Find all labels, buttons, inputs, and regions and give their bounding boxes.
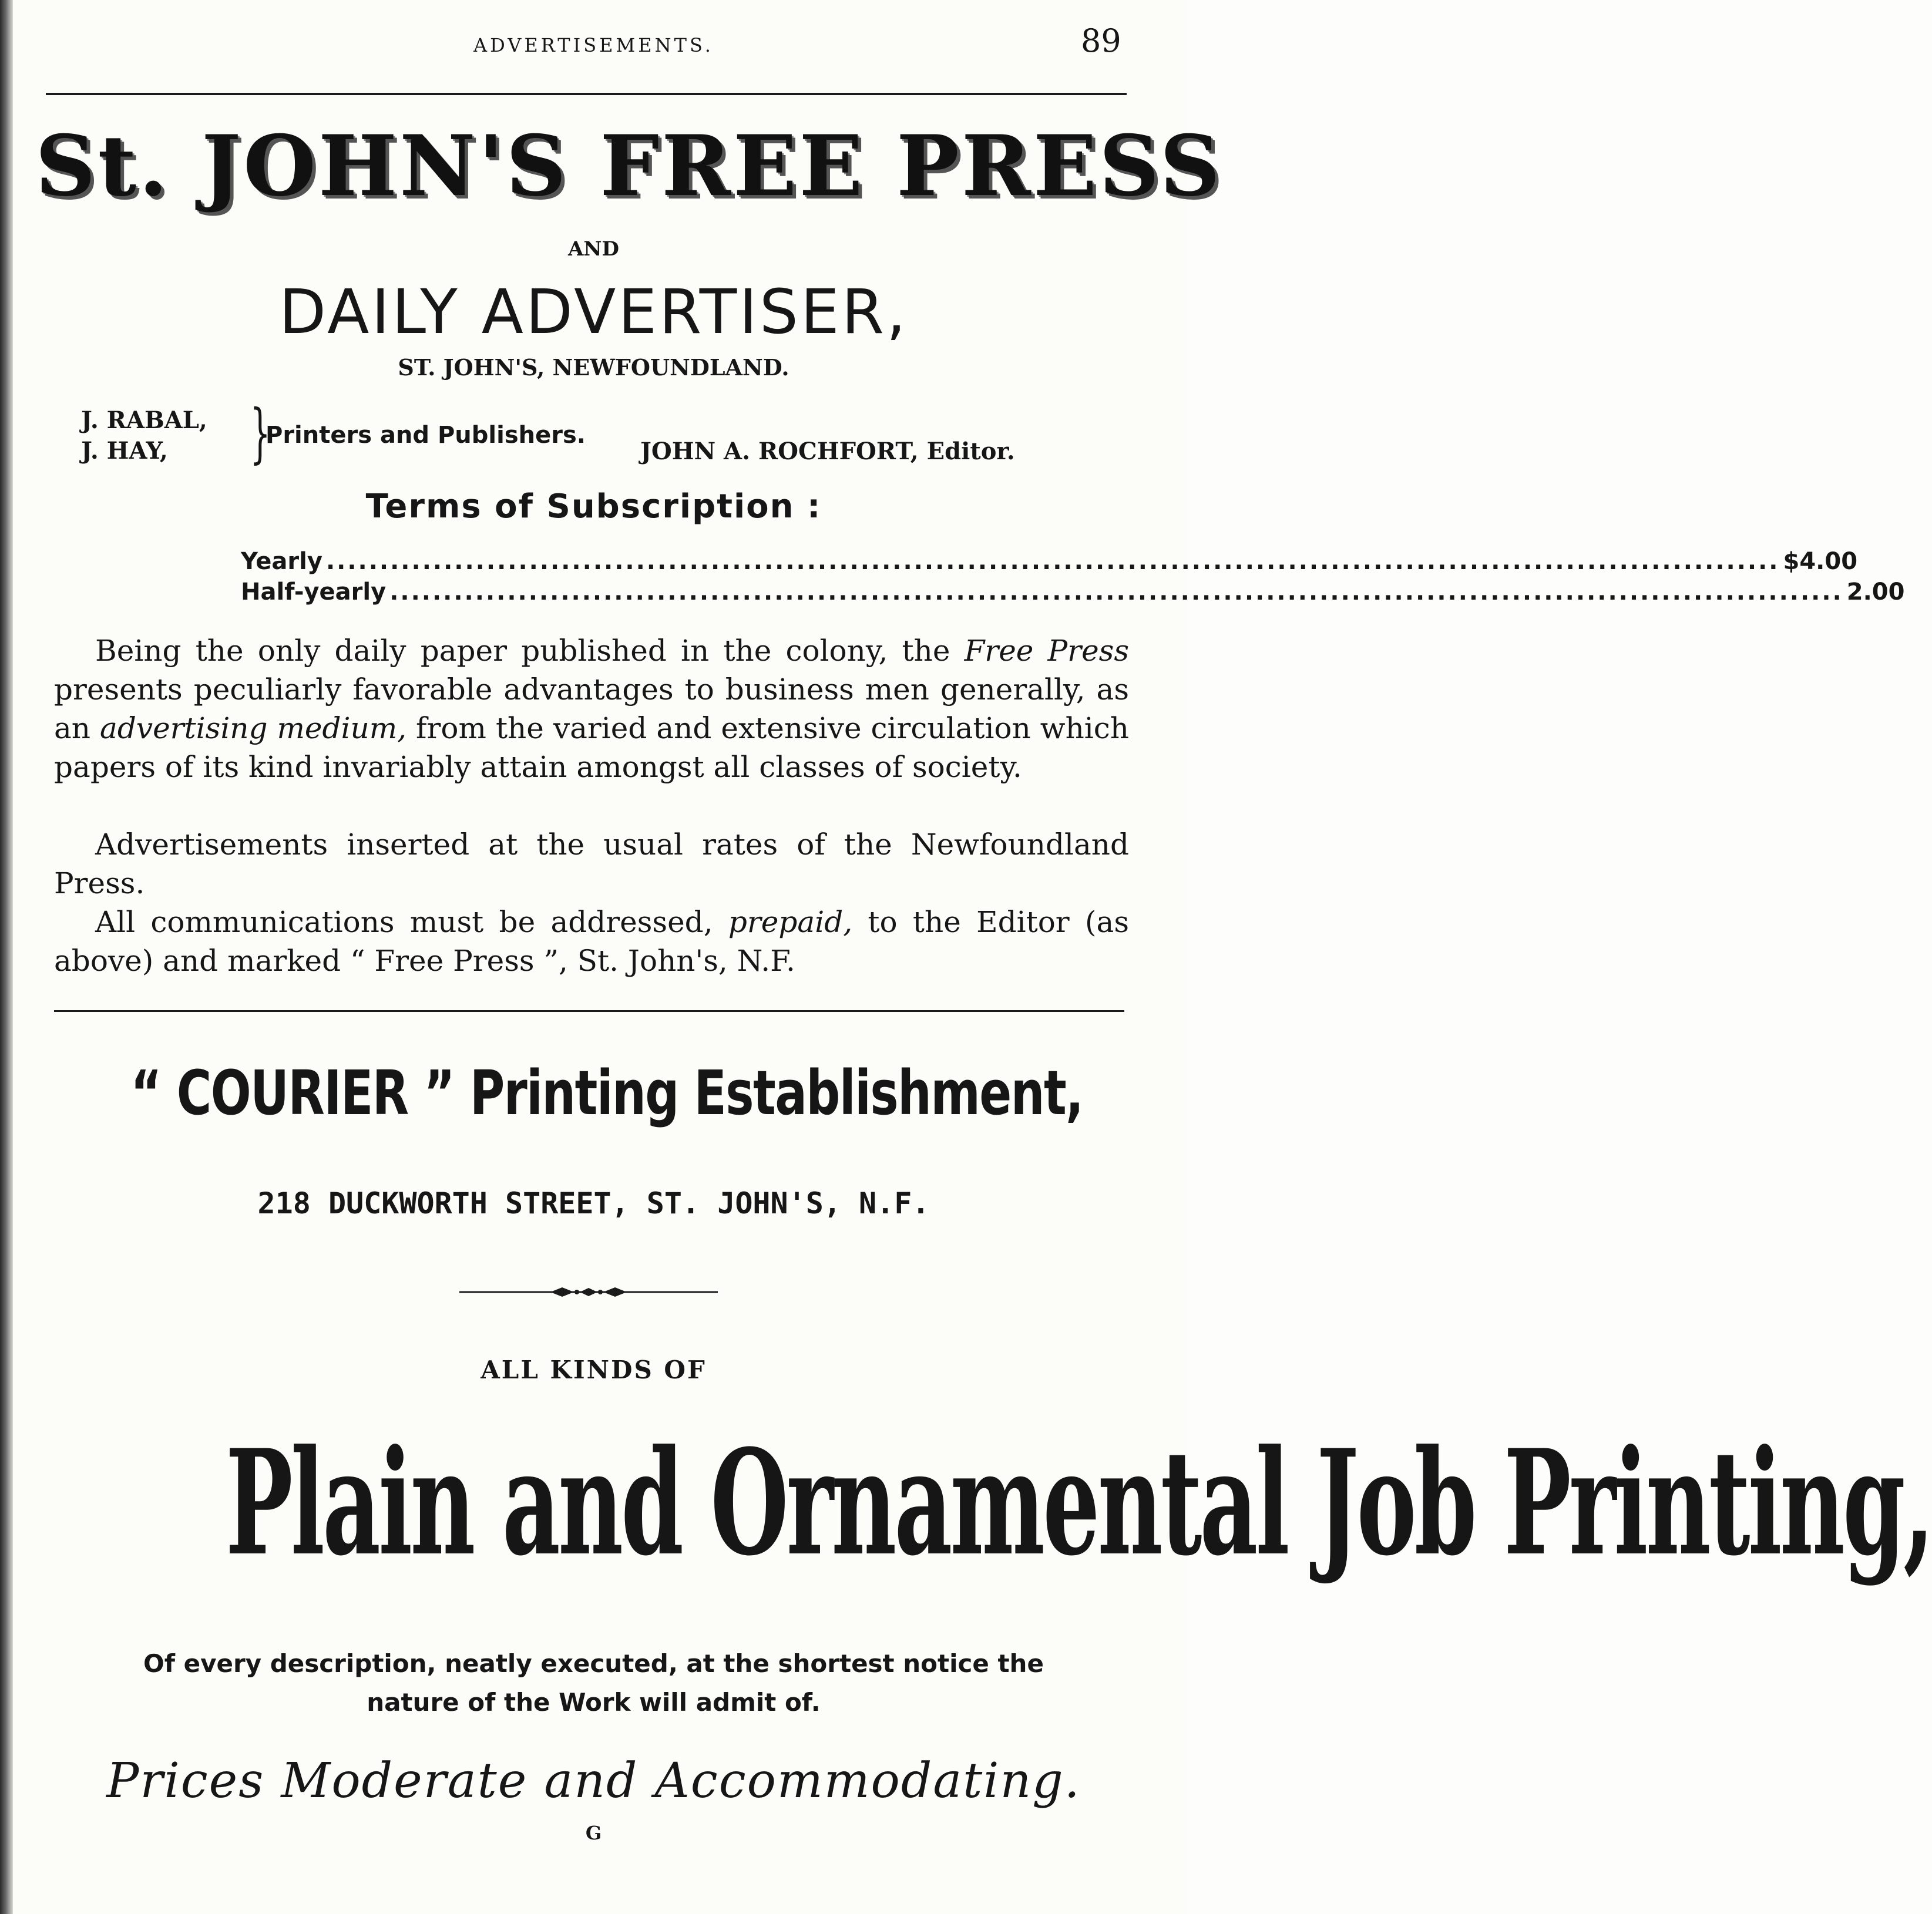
subscription-price: 2.00 [1846, 578, 1905, 606]
courier-address: 218 DUCKWORTH STREET, ST. JOHN'S, N.F. [257, 1186, 930, 1220]
all-kinds-of: ALL KINDS OF [481, 1355, 707, 1384]
subscription-row-half-yearly [241, 578, 1905, 606]
subscription-label: Yearly [241, 548, 322, 575]
brace-glyph: } [250, 395, 271, 470]
publisher-names [81, 405, 207, 466]
description-line-2: nature of the Work will admit of. [367, 1688, 821, 1717]
paragraph-text: Advertisements inserted at the usual rates of the Newfoundland Press. [54, 828, 1129, 900]
paragraph-text: from the varied and extensive circulation which papers of its kind invariably attain amongst all classes of society. [54, 711, 1130, 784]
free-press-masthead: St. JOHN'S FREE PRESS [35, 117, 1223, 215]
paragraph-italic: advertising medium, [100, 711, 407, 745]
leader-dots [326, 548, 1780, 575]
job-printing-headline: Plain and Ornamental Job Printing, [225, 1418, 1932, 1588]
section-divider-rule [54, 1010, 1124, 1012]
paragraph-text: to the Editor (as above) and marked “ Free Press ”, St. John's, N.F. [54, 905, 1129, 978]
page-number: 89 [1081, 22, 1121, 59]
prices-tagline: Prices Moderate and Accommodating. [106, 1753, 1081, 1809]
subscription-label: Half-yearly [241, 578, 387, 606]
paragraph-daily-paper [54, 631, 1129, 786]
running-head: ADVERTISEMENTS. [473, 34, 714, 56]
and-word: AND [568, 237, 619, 261]
publication-location: ST. JOHN'S, NEWFOUNDLAND. [398, 354, 789, 381]
daily-advertiser-title: DAILY ADVERTISER, [279, 276, 908, 348]
editor-name: JOHN A. ROCHFORT, Editor. [640, 438, 1015, 465]
paragraph-italic: prepaid, [728, 905, 853, 939]
header-rule [46, 93, 1127, 95]
leader-dots [389, 578, 1843, 606]
publisher-hay: J. HAY, [81, 437, 168, 465]
description-line-1: Of every description, neatly executed, at the shortest notice the [143, 1649, 1044, 1678]
paragraph-communications [54, 903, 1129, 980]
terms-of-subscription-heading: Terms of Subscription : [365, 487, 822, 526]
paragraph-text: Being the only daily paper published in the colony, the [95, 634, 965, 668]
publishers-role: Printers and Publishers. [266, 422, 586, 449]
paragraph-italic: Free Press [964, 634, 1129, 668]
paragraph-text: presents peculiarly favorable advantages to business men generally, as an [54, 672, 1129, 745]
courier-title: “ COURIER ” Printing Establishment, [130, 1057, 1083, 1129]
publisher-rabal: J. RABAL, [81, 406, 207, 434]
paragraph-advertisement-rates [54, 825, 1129, 903]
ornamental-rule-icon [459, 1280, 718, 1304]
signature-mark: G [585, 1822, 602, 1844]
paragraph-text: All communications must be addressed, [95, 905, 728, 939]
subscription-row-yearly [241, 548, 1858, 575]
subscription-price: $4.00 [1783, 548, 1858, 575]
printing-description [0, 1644, 1187, 1722]
